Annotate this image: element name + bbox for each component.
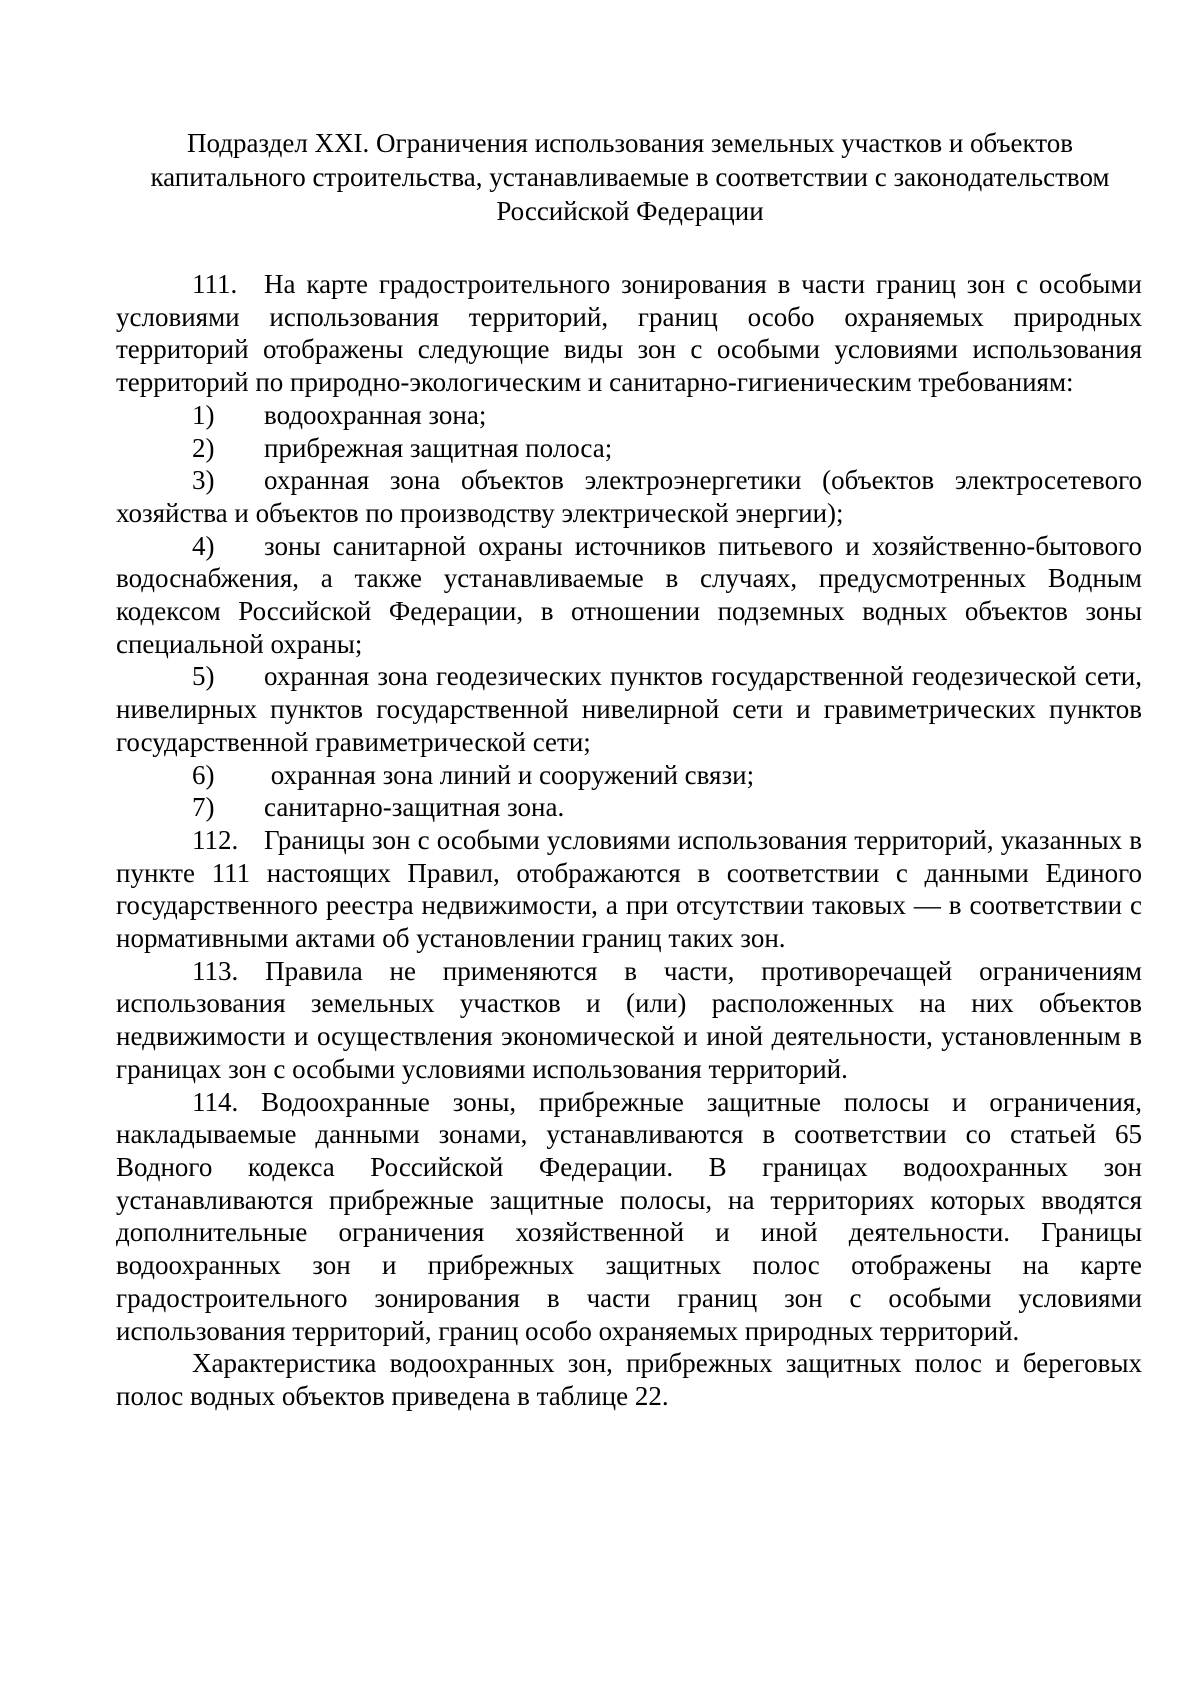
list-item-text: водоохранная зона;: [264, 399, 487, 430]
list-item-text: санитарно-защитная зона.: [264, 792, 565, 823]
list-item: [116, 759, 1142, 792]
list-item: [116, 464, 1142, 529]
paragraph-113: 113. Правила не применяются в части, противоречащей ограничениям использования земельных участков и (или) расположенных на них объектов недвижимости и осуществления экономической и иной деятельности, установленным в границах зон с особыми условиями использования территорий.: [116, 955, 1142, 1084]
paragraph-112: [116, 824, 1142, 955]
list-item-number: 4): [192, 530, 215, 561]
list-item-text: охранная зона объектов электроэнергетики (объектов электросетевого хозяйства и объектов по производству электрической энергии);: [116, 465, 1142, 528]
list-item-number: 2): [192, 432, 215, 463]
list-item: [116, 399, 1142, 432]
list-item: [116, 660, 1142, 758]
paragraph-number: 112.: [192, 824, 239, 855]
list-item: [116, 432, 1142, 465]
list-item-number: 3): [192, 465, 215, 496]
list-item-number: 5): [192, 661, 215, 692]
list-item: [116, 791, 1142, 824]
list-item-text: охранная зона геодезических пунктов государственной геодезической сети, нивелирных пунктов государственной нивелирной сети и гравиметрических пунктов государственной гравиметрической сети;: [116, 661, 1142, 757]
heading-line: Российской Федерации: [496, 196, 764, 226]
document-body: [116, 268, 1142, 1413]
list-item-text: прибрежная защитная полоса;: [264, 432, 613, 463]
list-item-text: охранная зона линий и сооружений связи;: [264, 759, 755, 790]
paragraph-text: На карте градостроительного зонирования в части границ зон с особыми условиями использования территорий, границ особо охраняемых природных территорий отображены следующие виды зон с особыми условиями использования территорий по природно-экологическим и санитарно-гигиеническим требованиям:: [116, 269, 1142, 398]
heading-line: капитального строительства, устанавливаемые в соответствии с законодательством: [150, 162, 1110, 192]
list-item-number: 1): [192, 399, 215, 430]
paragraph-114: 114. Водоохранные зоны, прибрежные защитные полосы и ограничения, накладываемые данными зонами, устанавливаются в соответствии со статьей 65 Водного кодекса Российской Федерации. В границах водоохранных зон устанавливаются прибрежные защитные полосы, на территориях которых вводятся дополнительные ограничения хозяйственной и иной деятельности. Границы водоохранных зон и прибрежных защитных полос отображены на карте градостроительного зонирования в части границ зон с особыми условиями использования территорий, границ особо охраняемых природных территорий.: [116, 1086, 1142, 1346]
list-item-text: зоны санитарной охраны источников питьевого и хозяйственно-бытового водоснабжения, а также устанавливаемые в случаях, предусмотренных Водным кодексом Российской Федерации, в отношении подземных водных объектов зоны специальной охраны;: [116, 530, 1142, 659]
paragraph-text: Границы зон с особыми условиями использования территорий, указанных в пункте 111 настоящих Правил, отображаются в соответствии с данными Единого государственного реестра недвижимости, а при отсутствии таковых — в соответствии с нормативными актами об установлении границ таких зон.: [116, 824, 1142, 954]
list-item: [116, 530, 1142, 661]
paragraph-111: [116, 268, 1142, 399]
heading-line: Подраздел XXI. Ограничения использования земельных участков и объектов: [186, 128, 1073, 158]
list-item-number: 6): [192, 759, 215, 790]
paragraph-number: 111.: [192, 269, 238, 299]
list-item-number: 7): [192, 792, 215, 823]
section-heading: [118, 126, 1142, 228]
paragraph-table-reference: Характеристика водоохранных зон, прибрежных защитных полос и береговых полос водных объектов приведена в таблице 22.: [116, 1348, 1142, 1411]
